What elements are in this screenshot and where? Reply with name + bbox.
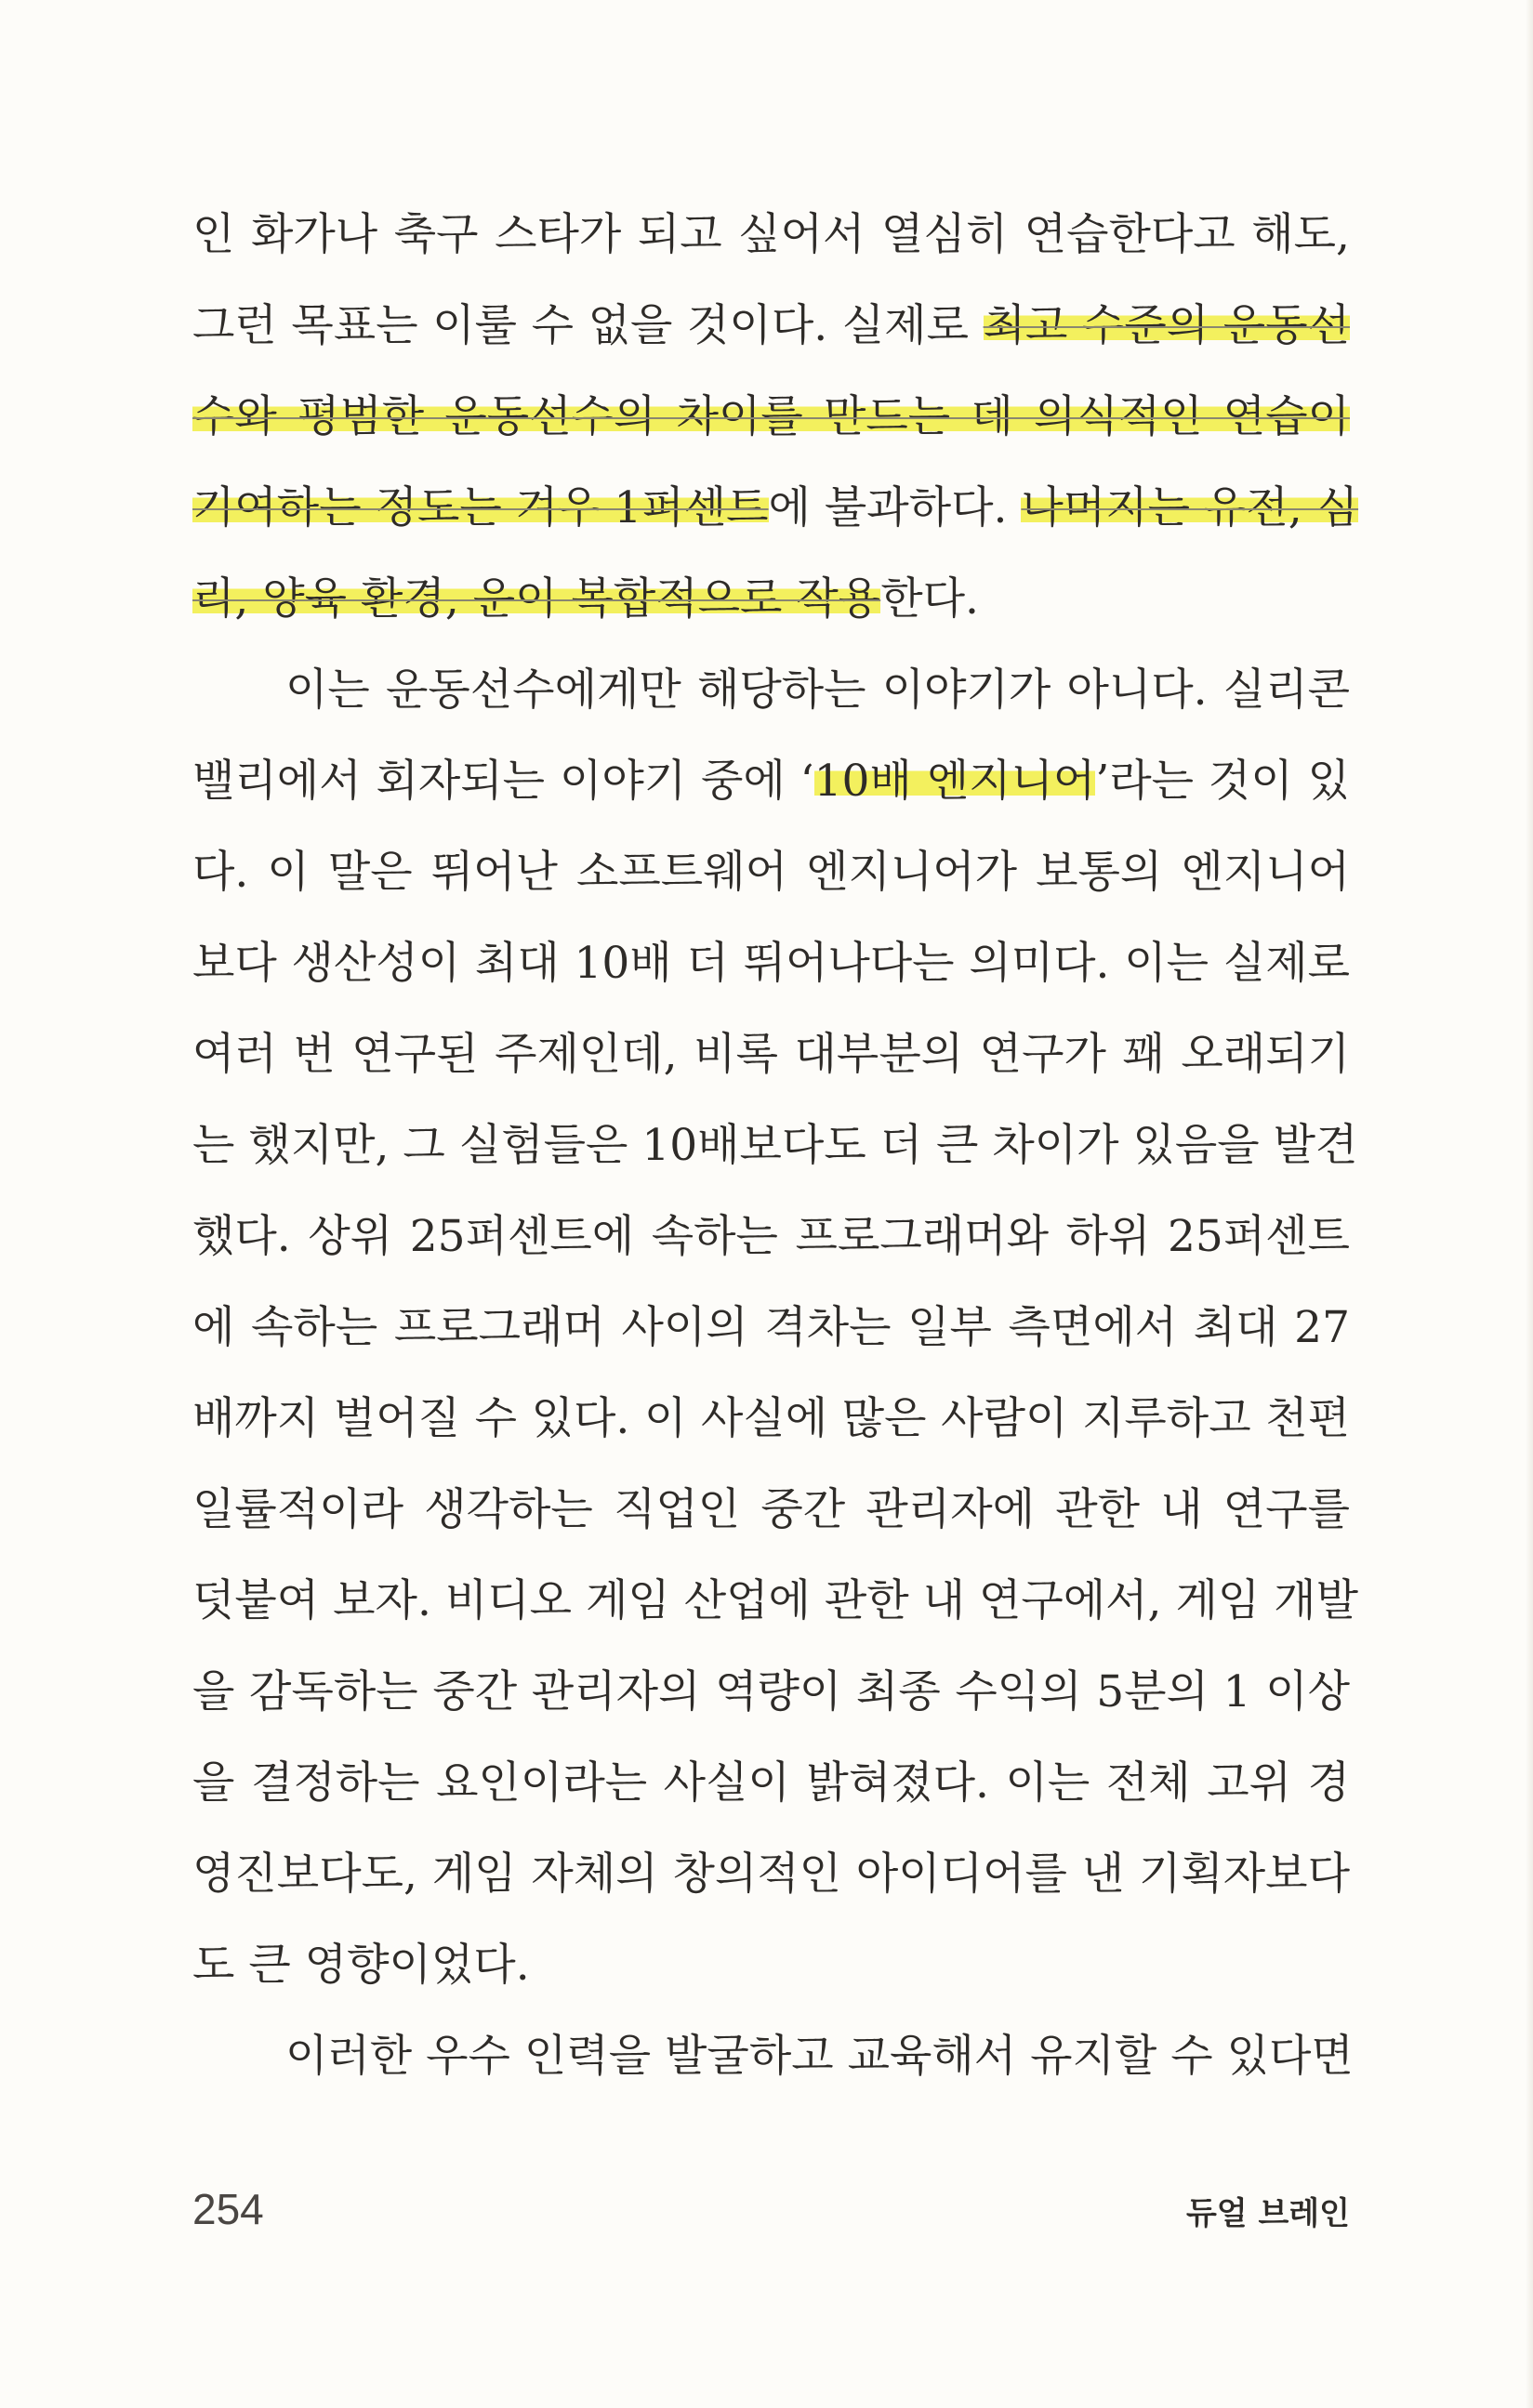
text-line: 일률적이라 생각하는 직업인 중간 관리자에 관한 내 연구를 xyxy=(192,1484,1350,1535)
text-line xyxy=(192,372,1350,463)
highlighted-text: 최고 수준의 운동선 xyxy=(983,300,1350,351)
text-line: 이는 운동선수에게만 해당하는 이야기가 아니다. 실리콘 xyxy=(285,665,1350,716)
text-line: 을 결정하는 요인이라는 사실이 밝혀졌다. 이는 전체 고위 경 xyxy=(192,1757,1350,1809)
highlighted-text: 나머지는 유전, 심 xyxy=(1021,482,1359,533)
text-line: 는 했지만, 그 실험들은 10배보다도 더 큰 차이가 있음을 발견 xyxy=(192,1120,1358,1171)
highlighted-text: 리, 양육 환경, 운이 복합적으로 작용 xyxy=(192,573,881,625)
text-line: 배까지 벌어질 수 있다. 이 사실에 많은 사람이 지루하고 천편 xyxy=(192,1393,1350,1444)
body-text xyxy=(192,190,1359,2102)
text-line: 여러 번 연구된 주제인데, 비록 대부분의 연구가 꽤 오래되기 xyxy=(192,1029,1350,1080)
text-line: 했다. 상위 25퍼센트에 속하는 프로그래머와 하위 25퍼센트 xyxy=(192,1211,1350,1262)
text-line: 덧붙여 보자. 비디오 게임 산업에 관한 내 연구에서, 게임 개발 xyxy=(192,1575,1358,1626)
highlighted-text: 10배 엔지니어 xyxy=(813,756,1096,807)
text-line: 리, 양육 환경, 운이 복합적으로 작용한다. xyxy=(192,573,979,625)
text-line: 을 감독하는 중간 관리자의 역량이 최종 수익의 5분의 1 이상 xyxy=(192,1666,1350,1717)
text-line: 도 큰 영향이었다. xyxy=(192,1940,530,1991)
highlighted-text: 기여하는 정도는 겨우 1퍼센트 xyxy=(192,482,769,533)
page-number: 254 xyxy=(192,2185,264,2233)
text-line: 밸리에서 회자되는 이야기 중에 ‘10배 엔지니어’라는 것이 있 xyxy=(192,756,1350,807)
text-line: 다. 이 말은 뛰어난 소프트웨어 엔지니어가 보통의 엔지니어 xyxy=(192,847,1350,898)
page-edge-shadow xyxy=(1526,0,1533,2408)
text-line: 인 화가나 축구 스타가 되고 싶어서 열심히 연습한다고 해도, xyxy=(192,209,1350,260)
text-line: 이러한 우수 인력을 발굴하고 교육해서 유지할 수 있다면 xyxy=(285,2031,1354,2082)
text-line: 에 속하는 프로그래머 사이의 격차는 일부 측면에서 최대 27 xyxy=(192,1302,1350,1353)
highlighted-text: 수와 평범한 운동선수의 차이를 만드는 데 의식적인 연습이 xyxy=(192,391,1350,442)
text-line: 보다 생산성이 최대 10배 더 뛰어나다는 의미다. 이는 실제로 xyxy=(192,938,1350,989)
text-line: 기여하는 정도는 겨우 1퍼센트에 불과하다. 나머지는 유전, 심 xyxy=(192,482,1359,533)
text-line: 그런 목표는 이룰 수 없을 것이다. 실제로 최고 수준의 운동선 xyxy=(192,300,1350,351)
text-line: 영진보다도, 게임 자체의 창의적인 아이디어를 낸 기획자보다 xyxy=(192,1849,1350,1900)
running-footer-book-title: 듀얼 브레인 xyxy=(1185,2195,1350,2232)
